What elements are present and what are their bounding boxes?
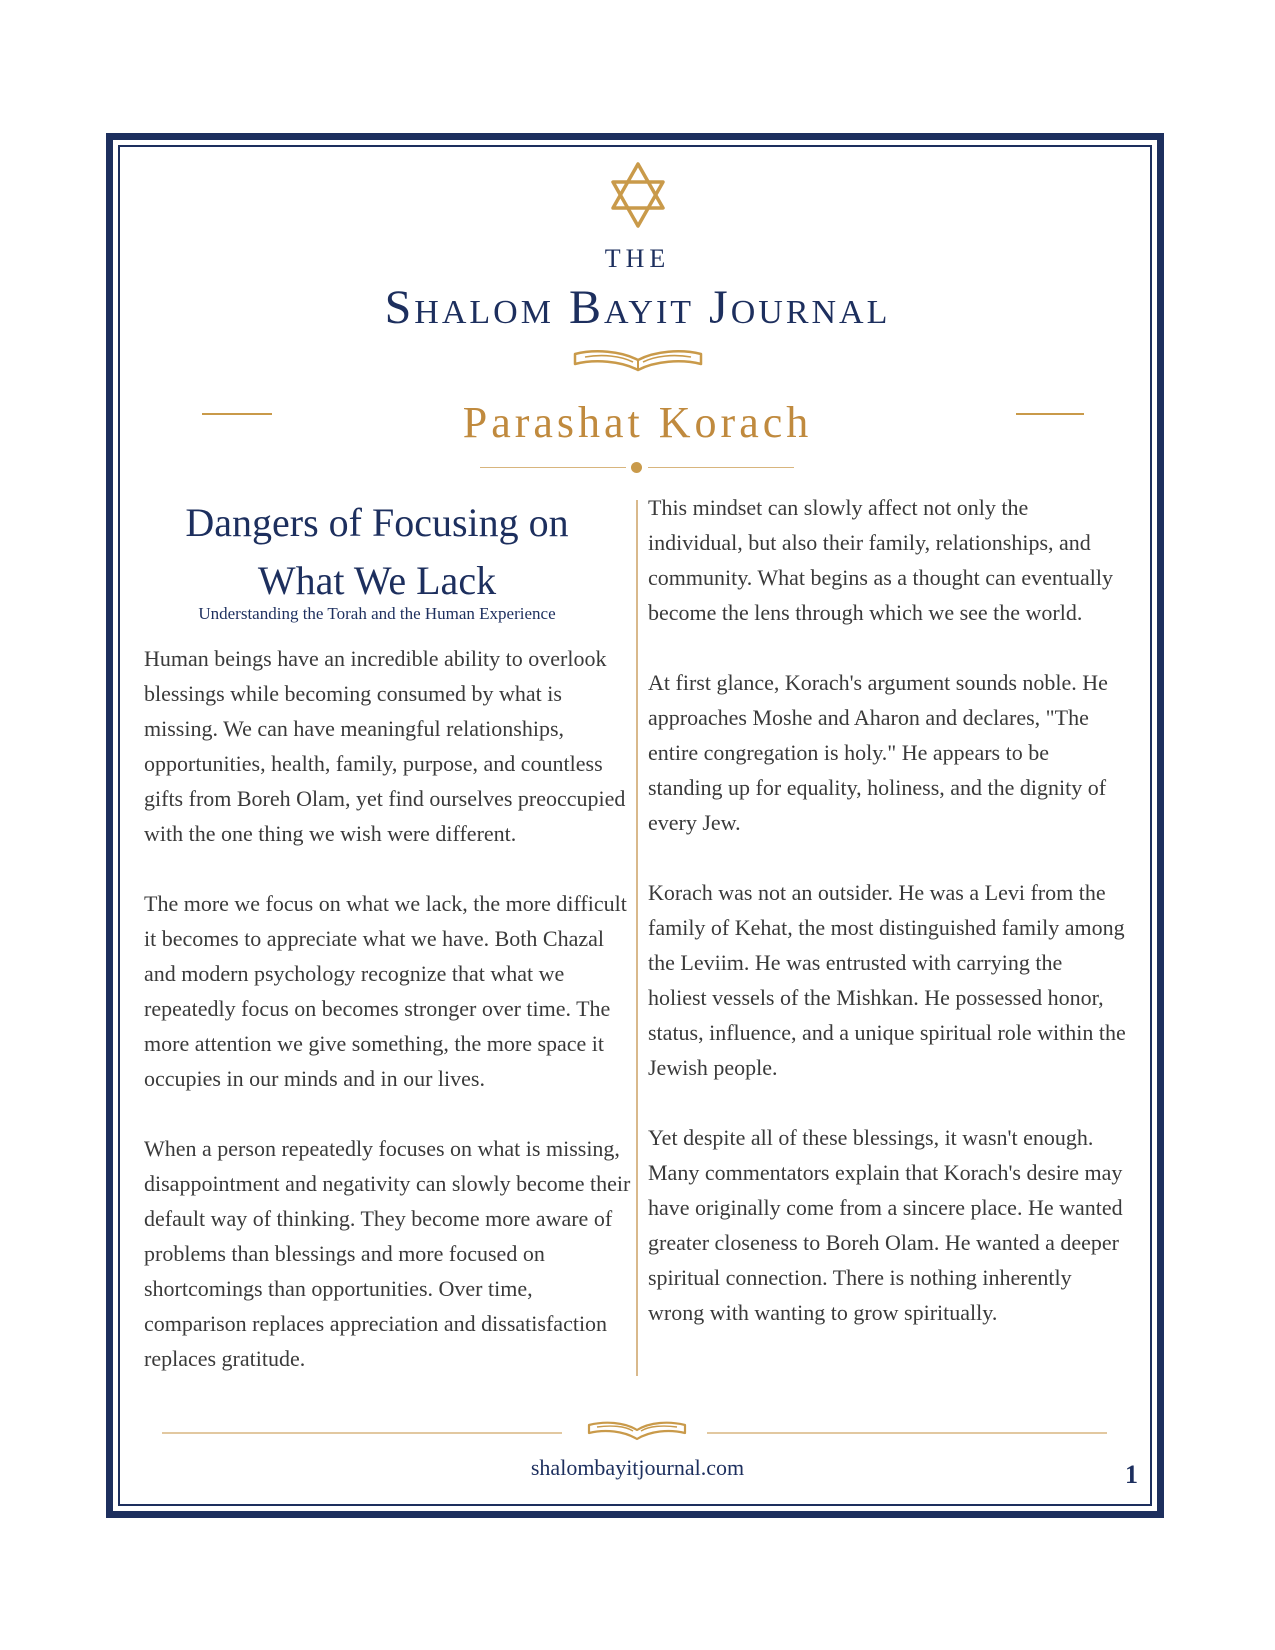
column-divider	[636, 500, 638, 1376]
article-title	[138, 494, 616, 610]
paragraph: Human beings have an incredible ability to overlook blessings while becoming consumed by what is missing. We can have meaningful relationships, opportunities, health, family, purpose, and countless gifts from Boreh Olam, yet find ourselves preoccupied with the one thing we wish were different.	[144, 646, 626, 846]
paragraph: Yet despite all of these blessings, it wasn't enough. Many commentators explain that Korach's desire may have originally come from a sincere place. He wanted greater closeness to Boreh Olam. He wanted a deeper spiritual connection. There is nothing inherently wrong with wanting to grow spiritually.	[648, 1125, 1123, 1325]
right-column	[648, 490, 1126, 1365]
open-book-icon	[585, 1420, 689, 1442]
paragraph: When a person repeatedly focuses on what is missing, disappointment and negativity can slowly become their default way of thinking. They become more aware of problems than blessings and more focused on shortcomings than opportunities. Over time, comparison replaces appreciation and dissatisfaction replaces gratitude.	[144, 1136, 631, 1371]
ornament-dot	[631, 462, 642, 473]
paragraph: This mindset can slowly affect not only the individual, but also their family, relationships, and community. What begins as a thought can eventually become the lens through which we see the world.	[648, 495, 1113, 625]
page-number: 1	[1125, 1460, 1138, 1489]
parashah-title: Parashat Korach	[462, 398, 813, 447]
paragraph: The more we focus on what we lack, the more difficult it becomes to appreciate what we have. Both Chazal and modern psychology recognize that what we repeatedly focus on becomes stronger over time. The more attention we give something, the more space it occupies in our minds and in our lives.	[144, 891, 627, 1091]
paragraph: Korach was not an outsider. He was a Levi from the family of Kehat, the most distinguished family among the Leviim. He was entrusted with carrying the holiest vessels of the Mishkan. He possessed honor, status, influence, and a unique spiritual role within the Jewish people.	[648, 880, 1126, 1080]
article-subtitle: Understanding the Torah and the Human Experience	[198, 604, 556, 623]
left-column	[144, 641, 634, 1411]
star-of-david-icon	[609, 162, 667, 228]
ornament-line-right	[648, 467, 794, 468]
paragraph: At first glance, Korach's argument sounds noble. He approaches Moshe and Aharon and declares, "The entire congregation is holy." He appears to be standing up for equality, holiness, and the dignity of every Jew.	[648, 670, 1108, 835]
article-title-line-1: Dangers of Focusing on	[185, 500, 569, 545]
open-book-icon	[571, 348, 705, 374]
footer-rule-left	[162, 1432, 562, 1434]
article-title-line-2: What We Lack	[257, 558, 497, 603]
footer-rule-right	[707, 1432, 1107, 1434]
ornament-line-left	[480, 467, 626, 468]
journal-title-prefix: THE	[604, 244, 671, 273]
footer-website-link[interactable]: shalombayitjournal.com	[530, 1455, 745, 1480]
journal-title: Shalom Bayit Journal	[384, 281, 891, 334]
